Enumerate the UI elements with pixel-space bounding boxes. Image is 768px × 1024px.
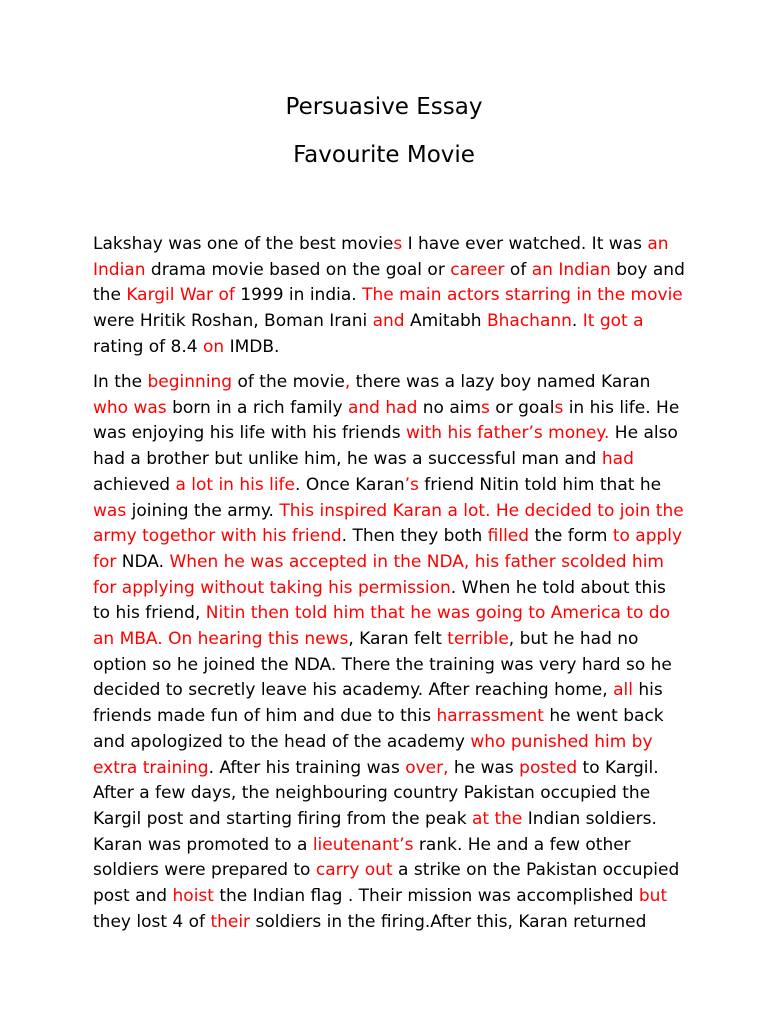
body-text: , but he had no [508, 629, 639, 650]
paragraph-line [93, 730, 683, 756]
paragraph-line [93, 884, 683, 910]
highlighted-text: extra training [93, 757, 209, 778]
paragraph-line [93, 807, 683, 833]
body-text: He also [609, 423, 678, 444]
body-text: option so he joined the NDA. There the training was very hard so he [93, 654, 672, 675]
paragraph-line [93, 309, 683, 335]
body-text: . Then they both [341, 526, 488, 547]
body-text: joining the army. [126, 500, 280, 521]
document-title: Persuasive Essay [285, 94, 483, 120]
highlighted-text: Indian [93, 259, 146, 280]
body-text: of [504, 259, 532, 280]
highlighted-text: was [93, 500, 127, 521]
highlighted-text: at the [471, 808, 523, 829]
highlighted-text: career [450, 259, 505, 280]
highlighted-text: army togethor with his friend [93, 526, 342, 547]
paragraph-line [93, 910, 683, 936]
body-text: and apologized to the head of the academy [93, 731, 471, 752]
body-text: friend Nitin told him that he [418, 474, 662, 495]
highlighted-text: to apply [612, 526, 683, 547]
highlighted-text: an Indian [531, 259, 611, 280]
body-text: 1999 in india. [234, 285, 363, 306]
paragraph-line [93, 232, 683, 258]
body-text: a strike on the Pakistan occupied [392, 860, 680, 881]
highlighted-text: Kargil War of [126, 285, 235, 306]
body-text: rating of 8.4 [93, 336, 203, 357]
paragraph-line [93, 550, 683, 576]
highlighted-text: and had [347, 397, 418, 418]
body-text: Lakshay was one of the best movie [93, 234, 394, 254]
body-text: he went back [543, 706, 664, 727]
body-text: soldiers were prepared to [93, 860, 316, 881]
body-text: . When he told about this [450, 577, 666, 598]
highlighted-text: but [638, 886, 668, 907]
essay-paragraph-1 [93, 232, 683, 361]
highlighted-text: The main actors starring in the movie [362, 285, 683, 306]
body-text: . [571, 311, 583, 332]
paragraph-line [93, 447, 683, 473]
highlighted-text: who punished him by [470, 731, 653, 752]
body-text: no aim [417, 397, 482, 418]
body-text: the form [529, 526, 613, 547]
highlighted-text: an [647, 234, 669, 254]
highlighted-text: Nitin then told him that he was going to America to do [205, 603, 670, 624]
paragraph-line [93, 601, 683, 627]
highlighted-text: lieutenant’s [312, 834, 414, 855]
paragraph-line [93, 370, 683, 396]
body-text: soldiers in the firing.After this, Karan returned [250, 911, 647, 932]
body-text: of the movie [232, 372, 345, 392]
paragraph-line [93, 781, 683, 807]
paragraph-line [93, 396, 683, 422]
paragraph-line [93, 678, 683, 704]
body-text: was enjoying his life with his friends [93, 423, 406, 444]
highlighted-text: a lot in his life [175, 474, 296, 495]
body-text: Indian soldiers. [522, 808, 657, 829]
paragraph-line [93, 627, 683, 653]
body-text: drama movie based on the goal or [145, 259, 451, 280]
highlighted-text: who was [93, 397, 167, 418]
highlighted-text: beginning [147, 372, 233, 392]
paragraph-line [93, 524, 683, 550]
body-text: they lost 4 of [93, 911, 211, 932]
body-text: or goal [489, 397, 555, 418]
paragraph-line [93, 283, 683, 309]
body-text: post and [93, 886, 173, 907]
body-text: had a brother but unlike him, he was a successful man and [93, 449, 602, 470]
paragraph-line [93, 473, 683, 499]
highlighted-text: hoist [172, 886, 214, 907]
body-text: in his life. He [563, 397, 680, 418]
highlighted-text: filled [487, 526, 530, 547]
body-text: , Karan felt [348, 629, 448, 650]
body-text: achieved [93, 474, 176, 495]
body-text: . After his training was [208, 757, 406, 778]
highlighted-text: , [344, 372, 351, 392]
highlighted-text: s [554, 397, 564, 418]
paragraph-line [93, 576, 683, 602]
highlighted-text: had [601, 449, 634, 470]
highlighted-text: terrible [447, 629, 509, 650]
paragraph-line [93, 335, 683, 361]
body-text: . Once Karan [295, 474, 405, 495]
body-text: to his friend, [93, 603, 206, 624]
body-text: Amitabh [404, 311, 487, 332]
highlighted-text: This inspired Karan a lot. He decided to join the [279, 500, 684, 521]
body-text: the Indian flag . Their mission was accomplished [213, 886, 639, 907]
body-text: his [632, 680, 663, 701]
highlighted-text: When he was accepted in the NDA, his father scolded him [169, 551, 664, 572]
highlighted-text: carry out [315, 860, 393, 881]
paragraph-line [93, 421, 683, 447]
highlighted-text: posted [519, 757, 578, 778]
highlighted-text: with his father’s money. [405, 423, 610, 444]
highlighted-text: s [393, 234, 403, 254]
body-text: he was [448, 757, 520, 778]
body-text: After a few days, the neighbouring country Pakistan occupied the [93, 783, 651, 804]
highlighted-text: for [93, 551, 117, 572]
body-text: Karan was promoted to a [93, 834, 313, 855]
body-text: I have ever watched. It was [402, 234, 648, 254]
highlighted-text: and [372, 311, 405, 332]
highlighted-text: all [613, 680, 633, 701]
highlighted-text: an MBA. On hearing this news [93, 629, 349, 650]
paragraph-line [93, 858, 683, 884]
essay-paragraph-2 [93, 370, 683, 935]
paragraph-line [93, 258, 683, 284]
highlighted-text: Bhachann [486, 311, 572, 332]
body-text: to Kargil. [577, 757, 659, 778]
highlighted-text: It got a [582, 311, 644, 332]
body-text: rank. He and a few other [413, 834, 631, 855]
body-text: NDA. [116, 551, 170, 572]
highlighted-text: harrassment [436, 706, 544, 727]
body-text: friends made fun of him and due to this [93, 706, 437, 727]
body-text: born in a rich family [166, 397, 348, 418]
highlighted-text: on [203, 336, 225, 357]
body-text: were Hritik Roshan, Boman Irani [93, 311, 373, 332]
highlighted-text: for applying without taking his permission [93, 577, 451, 598]
paragraph-line [93, 756, 683, 782]
document-subtitle: Favourite Movie [293, 142, 475, 168]
body-text: there was a lazy boy named Karan [350, 372, 651, 392]
highlighted-text: over, [405, 757, 449, 778]
paragraph-line [93, 833, 683, 859]
body-text: decided to secretly leave his academy. After reaching home, [93, 680, 614, 701]
paragraph-line [93, 704, 683, 730]
paragraph-line [93, 499, 683, 525]
highlighted-text: s [481, 397, 490, 418]
highlighted-text: their [210, 911, 251, 932]
body-text: boy and [610, 259, 685, 280]
paragraph-line [93, 653, 683, 679]
body-text: the [93, 285, 127, 306]
highlighted-text: ’s [404, 474, 419, 495]
body-text: Kargil post and starting firing from the peak [93, 808, 472, 829]
body-text: In the [93, 372, 148, 392]
body-text: IMDB. [224, 336, 280, 357]
